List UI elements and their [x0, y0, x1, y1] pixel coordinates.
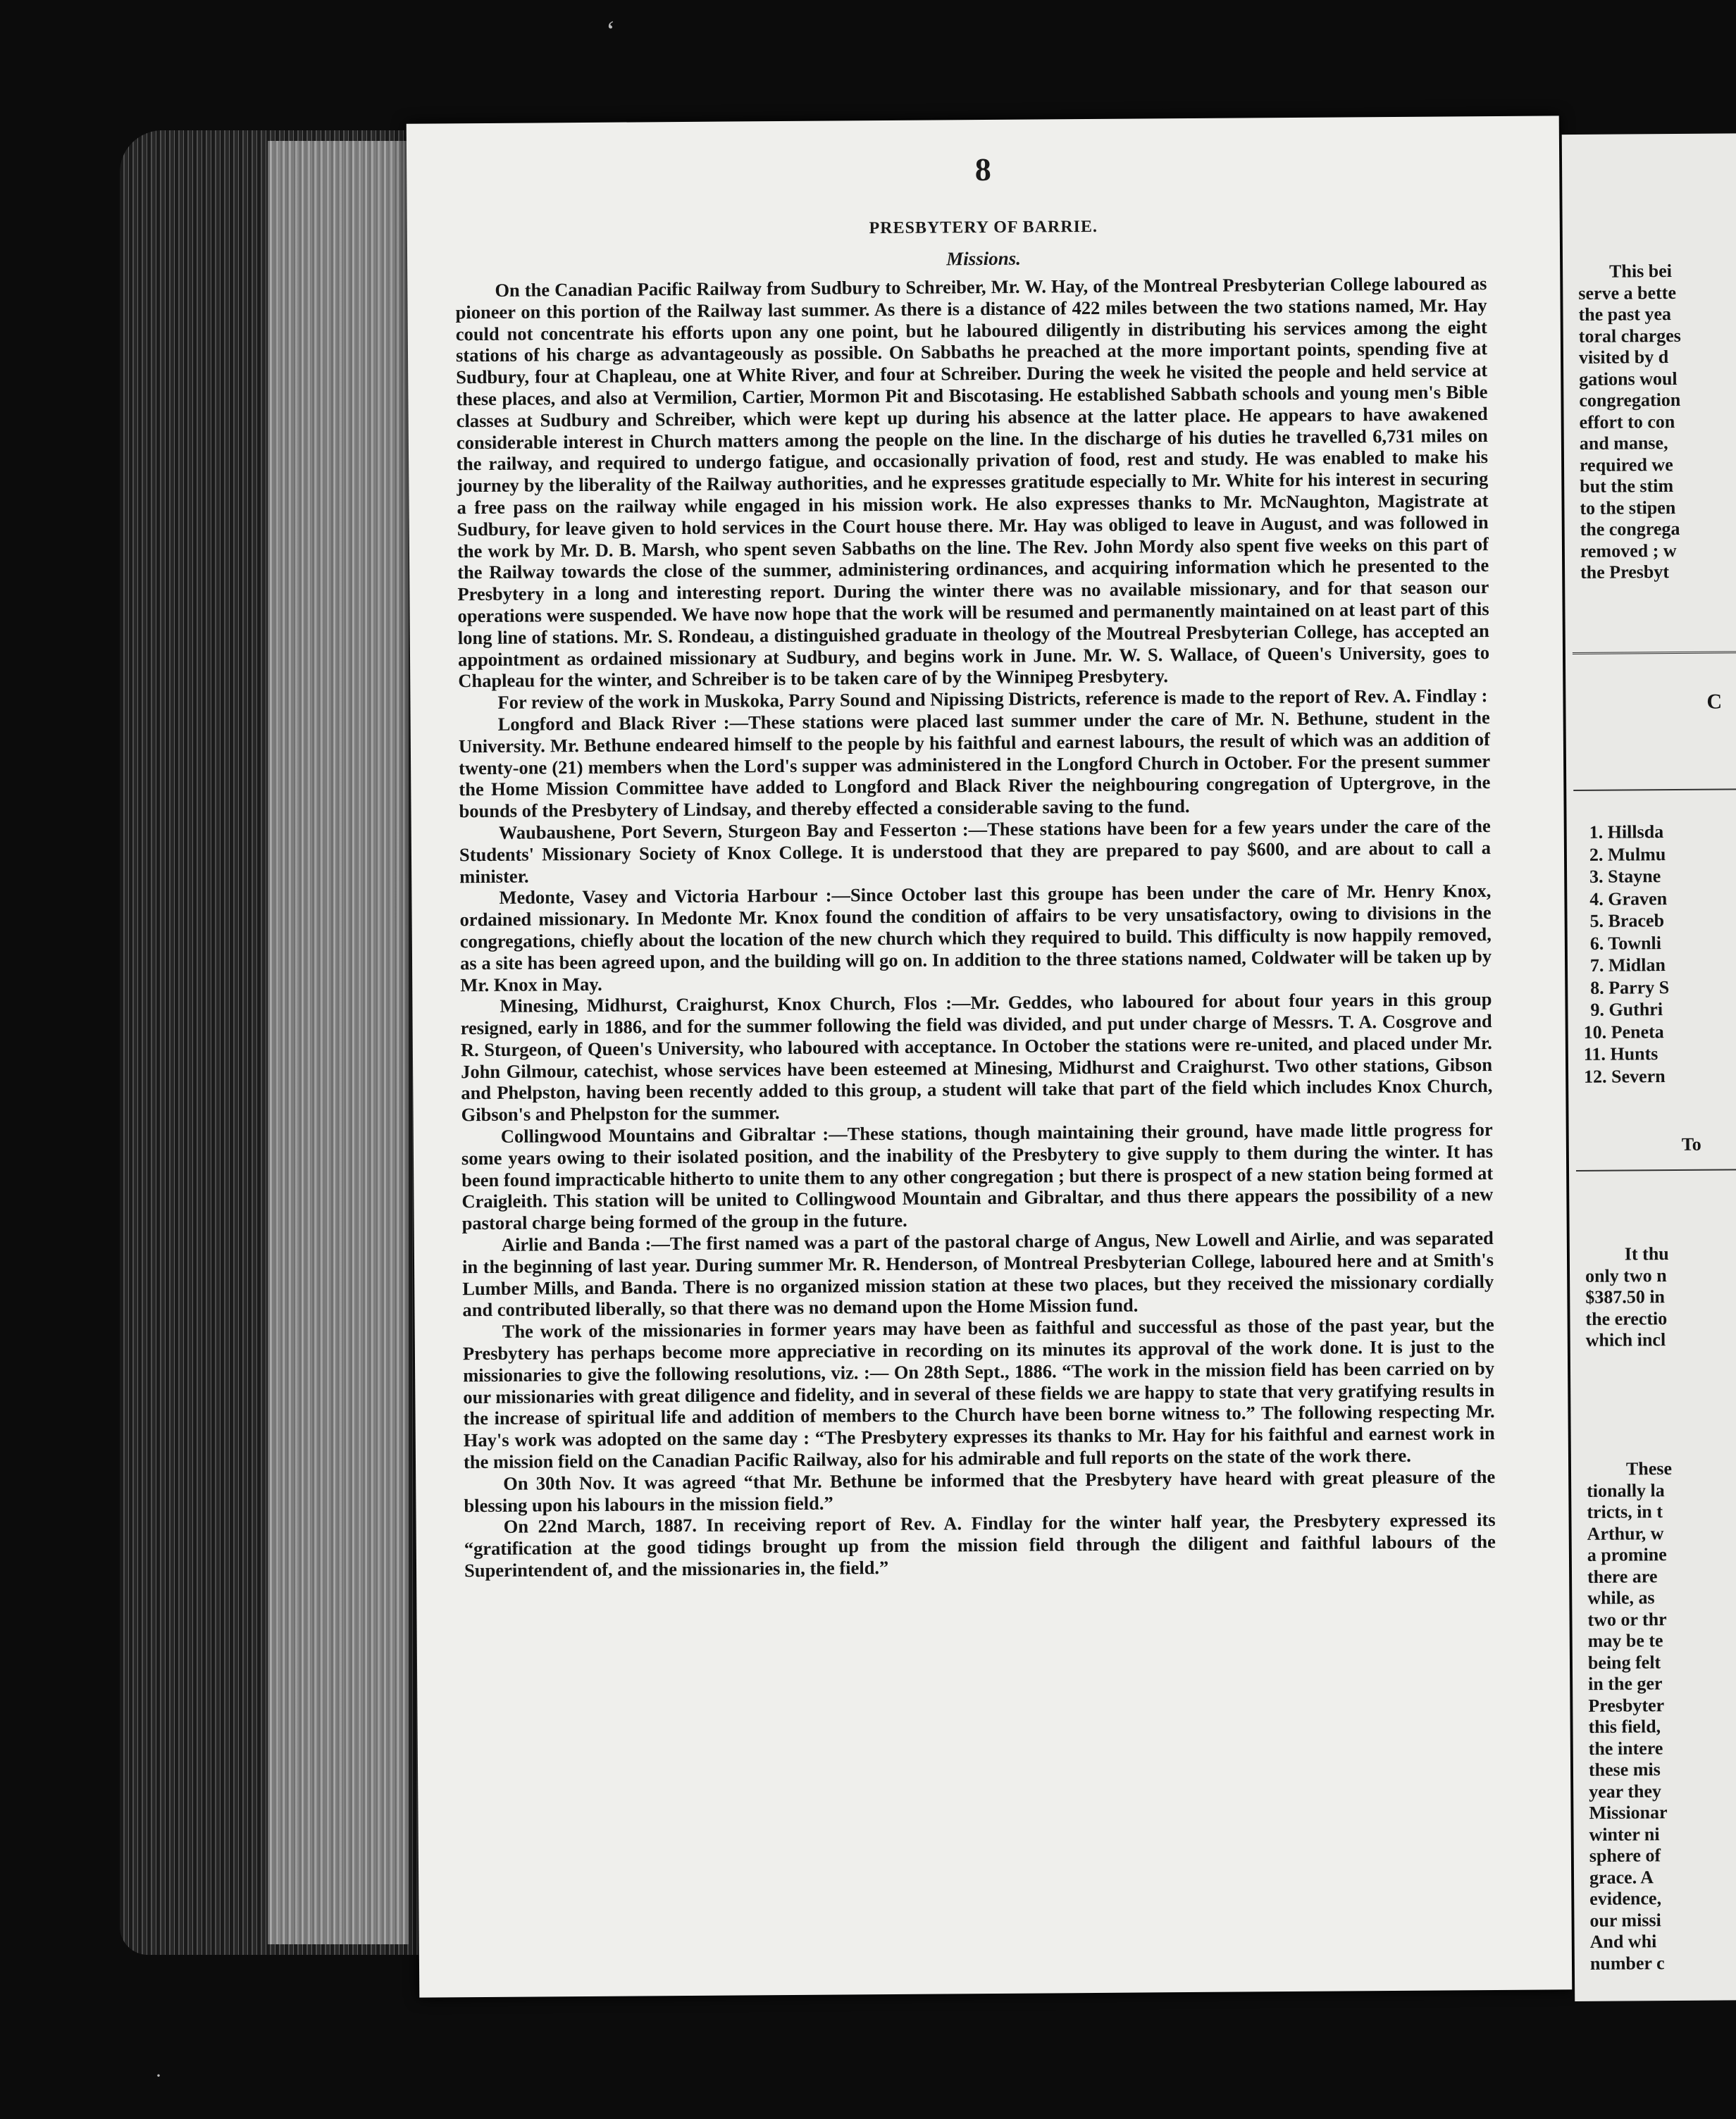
- text-line: These: [1625, 1458, 1673, 1479]
- text-line: number c: [1589, 1952, 1665, 1974]
- paragraph: Airlie and Banda :—The first named was a part of the pastoral charge of Angus, New Lowell and Airlie, and was separated in the beginning of last year. During summer Mr. R. Henderson, of Montreal Presbyterian College, laboured here and at Smith's Lumber Mills, and Banda. There is no organized mission station at these two places, but they received the missionary cordially and contributed liberally, so that there was no demand upon the Home Mission fund.: [461, 1227, 1494, 1321]
- text-line: tionally la: [1587, 1479, 1665, 1501]
- station-list: [1582, 821, 1670, 1088]
- section-subheading: Missions.: [946, 247, 1022, 270]
- page-heading: PRESBYTERY OF BARRIE.: [869, 217, 1098, 238]
- text-line: winter ni: [1589, 1823, 1660, 1845]
- text-line: our missi: [1589, 1909, 1661, 1931]
- list-item: 2. Mulmu: [1589, 843, 1666, 865]
- text-line: only two n: [1585, 1264, 1667, 1286]
- text-line: a promine: [1587, 1544, 1667, 1565]
- text-line: removed ; w: [1580, 540, 1677, 561]
- text-line: the intere: [1588, 1737, 1663, 1759]
- list-item: 1. Hillsda: [1589, 821, 1664, 843]
- text-line: serve a bette: [1578, 282, 1677, 304]
- paragraph: On the Canadian Pacific Railway from Sudbury to Schreiber, Mr. W. Hay, of the Montreal Presbyterian College laboured as pioneer on this portion of the Railway last summer. As there is a distance of 422 miles between the two stations named, Mr. Hay could not concentrate his efforts upon any one point, but he laboured diligently in distributing his services among the eight stations of his charge as advantageously as possible. On Sabbaths he preached at the more important points, spending five at Sudbury, four at Chapleau, one at White River, and four at Schreiber. During the week he visited the people and held service at these places, and also at Vermilion, Cartier, Mormon Pit and Biscotasing. He established Sabbath schools and young men's Bible classes at Sudbury and Schreiber, which were kept up during his absence at the latter place. He appears to have awakened considerable interest in Church matters among the people on the line. In the discharge of his duties he travelled 6,731 miles on the railway, and required to undergo fatigue, and occasionally privation of food, rest and study. He was enabled to make his journey by the liberality of the Railway authorities, and he expresses gratitude especially to Mr. White for his interest in securing a free pass on the railway while engaged in his mission work. He also expresses thanks to Mr. McNaughton, Magistrate at Sudbury, for leave given to hold services in the Court house there. Mr. Hay was obliged to leave in August, and was followed in the work by Mr. D. B. Marsh, who spent seven Sabbaths on the line. The Rev. John Mordy also spent five weeks on this part of the Railway towards the close of the summer, administering ordinances, and acquiring information which he presented to the Presbytery in a long and interesting report. During the winter there was no available missionary, and for that season our operations were suspended. We have now hope that the work will be resumed and permanently maintained on at least part of this long line of stations. Mr. S. Rondeau, a distinguished graduate in theology of the Moutreal Presbyterian College, has accepted an appointment as ordained missionary at Sudbury, and begins work in June. Mr. W. S. Wallace, of Queen's University, goes to Chapleau for the winter, and Schreiber is to be taken care of by the Winnipeg Presbytery.: [455, 273, 1490, 692]
- text-line: $387.50 in: [1585, 1286, 1666, 1307]
- page-number: 8: [974, 151, 991, 188]
- text-line: being felt: [1587, 1651, 1661, 1673]
- text-line: grace. A: [1589, 1866, 1654, 1888]
- section-letter: C: [1706, 690, 1723, 714]
- list-item: 11. Hunts: [1583, 1043, 1658, 1064]
- text-line: It thu: [1624, 1243, 1669, 1264]
- total-label: To: [1681, 1133, 1701, 1155]
- list-item: 9. Guthri: [1590, 999, 1663, 1020]
- paragraph: Longford and Black River :—These stations were placed last summer under the care of Mr. N. Bethune, student in the University. Mr. Bethune endeared himself to the people by his faithful and earnest labours, the result of which was an addition of twenty-one (21) members when the Lord's supper was administered in the Longford Church in October. For the present summer the Home Mission Committee have added to Longford and Black River the neighbouring congregation of Uptergrove, in the bounds of the Presbytery of Lindsay, and thereby effected a considerable saving to the fund.: [458, 706, 1491, 822]
- paragraph: Minesing, Midhurst, Craighurst, Knox Church, Flos :—Mr. Geddes, who laboured for about four years in this group resigned, early in 1886, and for the summer following the field was divided, and put under charge of Messrs. T. A. Cosgrove and R. Sturgeon, of Queen's University, who laboured with acceptance. In October the stations were re-united, and placed under Mr. John Gilmour, catechist, whose services have been esteemed at Minesing, Midhurst and Craighurst. Two other stations, Gibson and Phelpston, having been recently added to this group, a student will take that part of the field which includes Knox Church, Gibson's and Phelpston for the summer.: [460, 988, 1493, 1126]
- text-line: visited by d: [1578, 347, 1669, 368]
- right-page-top-lines: [1578, 261, 1682, 584]
- body-text: [455, 273, 1496, 1582]
- paragraph: For review of the work in Muskoka, Parry Sound and Nipissing Districts, reference is made to the report of Rev. A. Findlay :: [497, 685, 1488, 713]
- text-line: gations woul: [1579, 368, 1678, 390]
- list-item: 12. Severn: [1583, 1065, 1666, 1087]
- divider-rule: [1573, 788, 1736, 791]
- text-line: the erectio: [1585, 1307, 1668, 1329]
- right-page-bottom-lines: [1587, 1458, 1675, 1975]
- text-line: the past yea: [1578, 304, 1672, 325]
- left-page: [407, 116, 1573, 1997]
- text-line: in the ger: [1588, 1673, 1663, 1694]
- text-line: Arthur, w: [1587, 1522, 1664, 1544]
- book-page-edges-highlight: [268, 141, 409, 1944]
- text-line: Presbyter: [1588, 1694, 1665, 1716]
- text-line: toral charges: [1578, 325, 1681, 347]
- text-line: This bei: [1609, 260, 1673, 282]
- text-line: these mis: [1588, 1759, 1661, 1780]
- paragraph: On 22nd March, 1887. In receiving report of Rev. A. Findlay for the winter half year, the Presbytery expressed its “gratification at the good tidings brought up from the mission field through the diligent and faithful labours of the Superintendent of, and the missionaries in, the field.”: [464, 1509, 1496, 1582]
- list-item: 10. Peneta: [1583, 1021, 1664, 1043]
- text-line: but the stim: [1580, 475, 1674, 497]
- text-line: and manse,: [1579, 433, 1668, 454]
- text-line: may be te: [1587, 1630, 1663, 1651]
- list-item: 5. Braceb: [1589, 910, 1665, 931]
- right-page: [1562, 133, 1736, 2001]
- divider-rule: [1573, 651, 1736, 654]
- paragraph: Waubaushene, Port Severn, Sturgeon Bay and Fesserton :—These stations have been for a few years under the care of the Students' Missionary Society of Knox College. It is understood that they are prepared to pay $600, and are about to call a minister.: [459, 814, 1492, 887]
- divider-rule: [1576, 1169, 1736, 1172]
- list-item: 4. Graven: [1589, 888, 1668, 909]
- text-line: tricts, in t: [1587, 1501, 1663, 1522]
- text-line: evidence,: [1589, 1888, 1662, 1909]
- list-item: 3. Stayne: [1589, 866, 1661, 887]
- paragraph: On 30th Nov. It was agreed “that Mr. Bethune be informed that the Presbytery have heard with great pleasure of the blessing upon his labours in the mission field.”: [464, 1465, 1496, 1516]
- paragraph: The work of the missionaries in former years may have been as faithful and successful as those of the past year, but the Presbytery has perhaps become more appreciative in recording on its minutes its approval of the work done. It is just to the missionaries to give the following resolutions, viz. :— On 28th Sept., 1886. “The work in the mission field has been carried on by our missionaries with great diligence and fidelity, and in several of these fields we are happy to state that very gratifying results in the increase of spiritual life and addition of members to the Church have been borne witness to.” The following respecting Mr. Hay's work was adopted on the same day : “The Presbytery expresses its thanks to Mr. Hay for his faithful and earnest work in the mission field on the Canadian Pacific Railway, also for his admirable and full reports on the state of the work there.: [462, 1314, 1495, 1473]
- text-line: the Presbyt: [1580, 561, 1670, 583]
- film-speck-mark: ·: [155, 2064, 162, 2087]
- text-line: the congrega: [1580, 518, 1680, 540]
- list-item: 7. Midlan: [1589, 955, 1666, 976]
- text-line: two or thr: [1587, 1608, 1667, 1630]
- film-speck-mark: ʻ: [606, 15, 616, 46]
- list-item: 8. Parry S: [1590, 976, 1670, 998]
- text-line: to the stipen: [1580, 497, 1676, 518]
- text-line: And whi: [1589, 1931, 1657, 1952]
- paragraph: Collingwood Mountains and Gibraltar :—These stations, though maintaining their ground, have made little progress for some years owing to their isolated position, and the inability of the Presbytery to give supply to them during the winter. It has been found impracticable hitherto to unite them to any other congregation ; but there is prospect of a new station being formed at Craigleith. This station will be united to Collingwood Mountain and Gibraltar, and thus there appears the possibility of a new pastoral charge being formed of the group in the future.: [461, 1119, 1494, 1234]
- text-line: required we: [1579, 454, 1673, 476]
- text-line: sphere of: [1589, 1845, 1661, 1866]
- text-line: congregation: [1579, 389, 1681, 411]
- list-item: 6. Townli: [1589, 932, 1662, 954]
- right-page-middle-lines: [1585, 1243, 1670, 1351]
- paragraph: Medonte, Vasey and Victoria Harbour :—Since October last this groupe has been under the care of Mr. Henry Knox, ordained missionary. In Medonte Mr. Knox found the condition of affairs to be very unsatisfactory, owing to divisions in the congregations, chiefly about the location of the new church which they required to build. This difficulty is now happily removed, as a site has been agreed upon, and the building will go on. In addition to the three stations named, Coldwater will be taken up by Mr. Knox in May.: [459, 880, 1492, 995]
- text-line: which incl: [1585, 1329, 1666, 1350]
- text-line: there are: [1587, 1565, 1658, 1587]
- text-line: while, as: [1587, 1587, 1655, 1608]
- text-line: Missionar: [1589, 1802, 1668, 1823]
- text-line: effort to con: [1579, 411, 1675, 433]
- text-line: this field,: [1588, 1716, 1661, 1737]
- text-line: year they: [1589, 1780, 1662, 1802]
